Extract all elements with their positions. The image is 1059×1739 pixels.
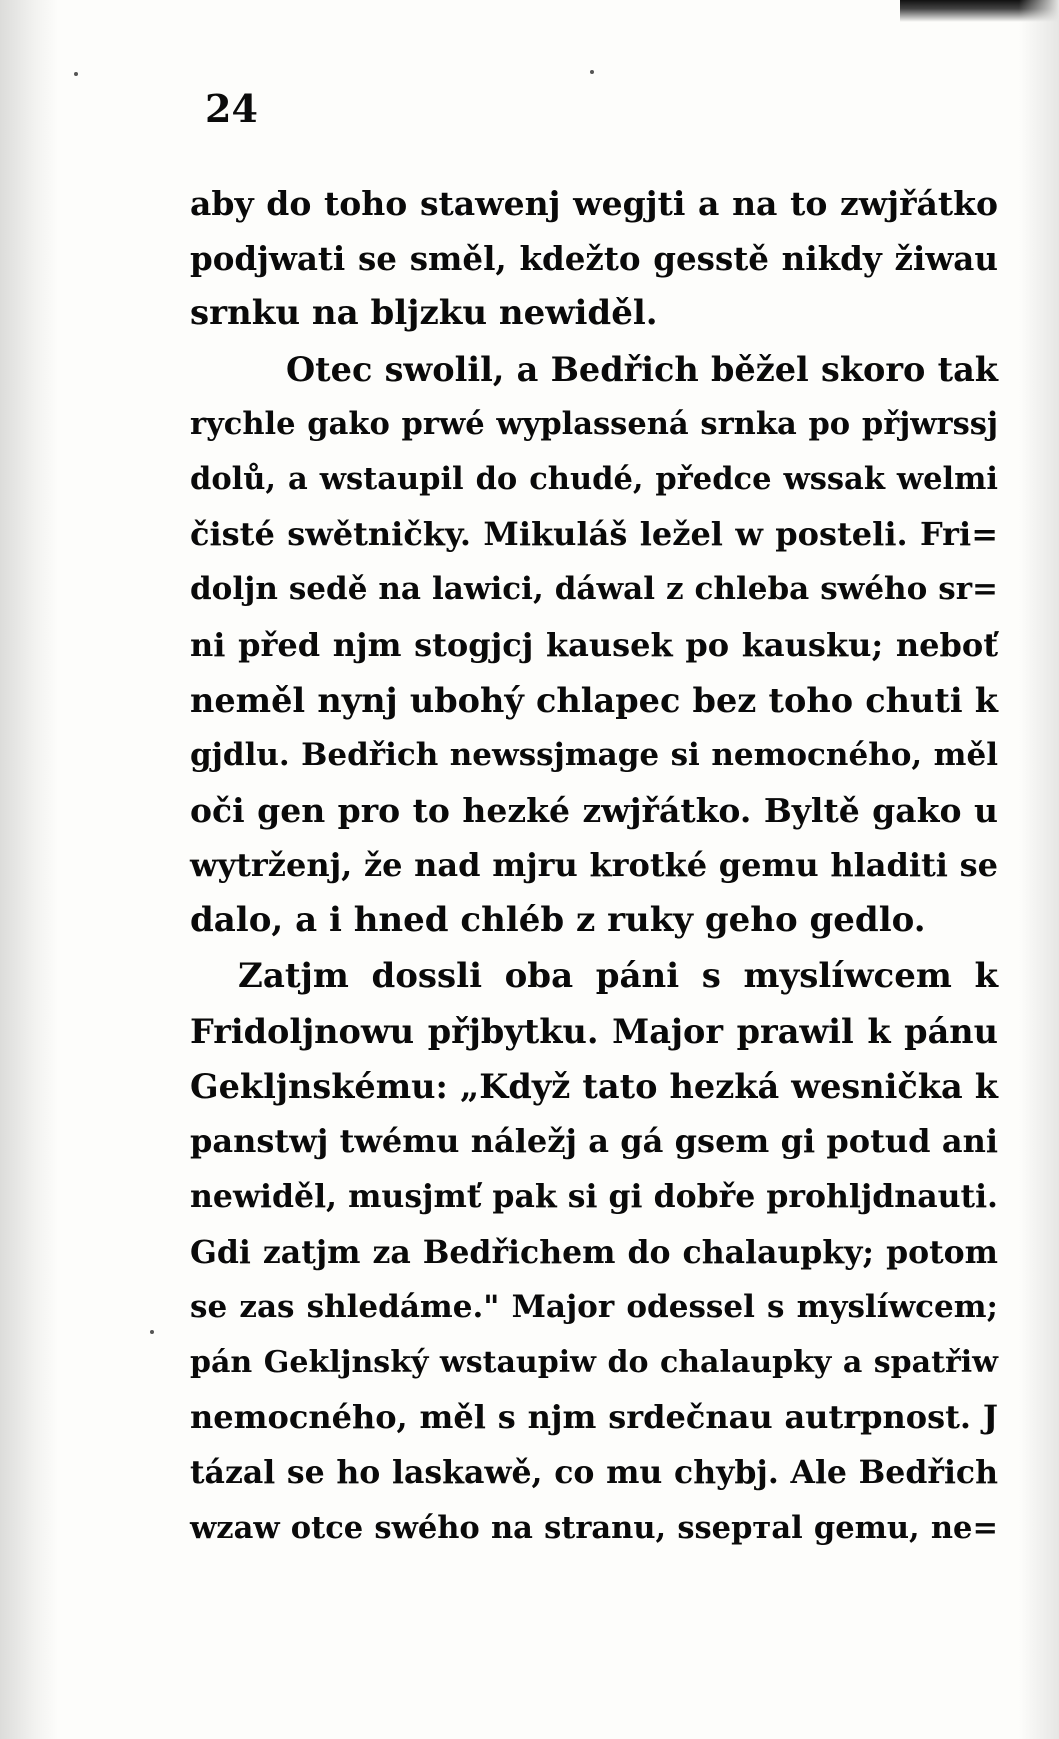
text-line: pán Gekljnský wstaupiw do chalaupky a spatřiw — [190, 1344, 998, 1380]
text-line: wytrženj, že nad mjru krotké gemu hladiti se — [190, 846, 998, 885]
text-line: Fridoljnowu přjbytku. Major prawil k pánu — [190, 1011, 998, 1051]
text-line: se zas shledáme." Major odessel s myslíwcem; — [190, 1288, 998, 1325]
text-line: Gekljnskému: „Když tato hezká wesnička k — [190, 1067, 998, 1106]
text-line: ni před njm stogjcj kausek po kausku; neboť — [190, 625, 998, 664]
text-line: dalo, a i hned chléb z ruky geho gedlo. — [190, 900, 926, 941]
text-line: dolů, a wstaupil do chudé, předce wssak welmi — [190, 460, 998, 497]
text-line: srnku na bljzku newiděl. — [190, 293, 658, 334]
text-line: doljn sedě na lawici, dáwal z chleba swého sr= — [190, 571, 998, 608]
body-text — [190, 176, 998, 1556]
text-line: podjwati se směl, kdežto gesstě nikdy žiwau — [190, 239, 998, 279]
text-line: aby do toho stawenj wegjti a na to zwjřátko — [190, 184, 998, 223]
page-number: 24 — [205, 86, 258, 131]
text-line: wzaw otce swého na stranu, ssepтal gemu, ne= — [190, 1509, 998, 1546]
scan-speck — [74, 72, 78, 76]
text-line: oči gen pro to hezké zwjřátko. Byltě gako u — [190, 791, 998, 831]
scan-edge-smudge — [900, 0, 1059, 22]
text-line: gjdlu. Bedřich newssjmage si nemocného, měl — [190, 736, 998, 773]
text-line: rychle gako prwé wyplassená srnka po přjwrssj — [190, 405, 998, 442]
text-line: Otec swolil, a Bedřich běžel skoro tak — [286, 349, 998, 389]
text-line: panstwj twému náležj a gá gsem gi potud ani — [190, 1122, 998, 1161]
scan-speck — [150, 1330, 154, 1334]
text-line: Zatjm dossli oba páni s myslíwcem k — [238, 955, 998, 996]
text-line: newiděl, musjmť pak si gi dobře prohljdnauti. — [190, 1178, 998, 1216]
text-line: Gdi zatjm za Bedřichem do chalaupky; potom — [190, 1233, 998, 1271]
text-line: nemocného, měl s njm srdečnau autrpnost. J — [190, 1398, 998, 1437]
text-line: čisté swětničky. Mikuláš ležel w posteli. Fri= — [190, 515, 998, 554]
scan-speck — [590, 70, 594, 74]
text-line: tázal se ho laskawě, co mu chybj. Ale Bedřich — [190, 1454, 998, 1492]
text-line: neměl nynj ubohý chlapec bez toho chuti k — [190, 680, 998, 720]
